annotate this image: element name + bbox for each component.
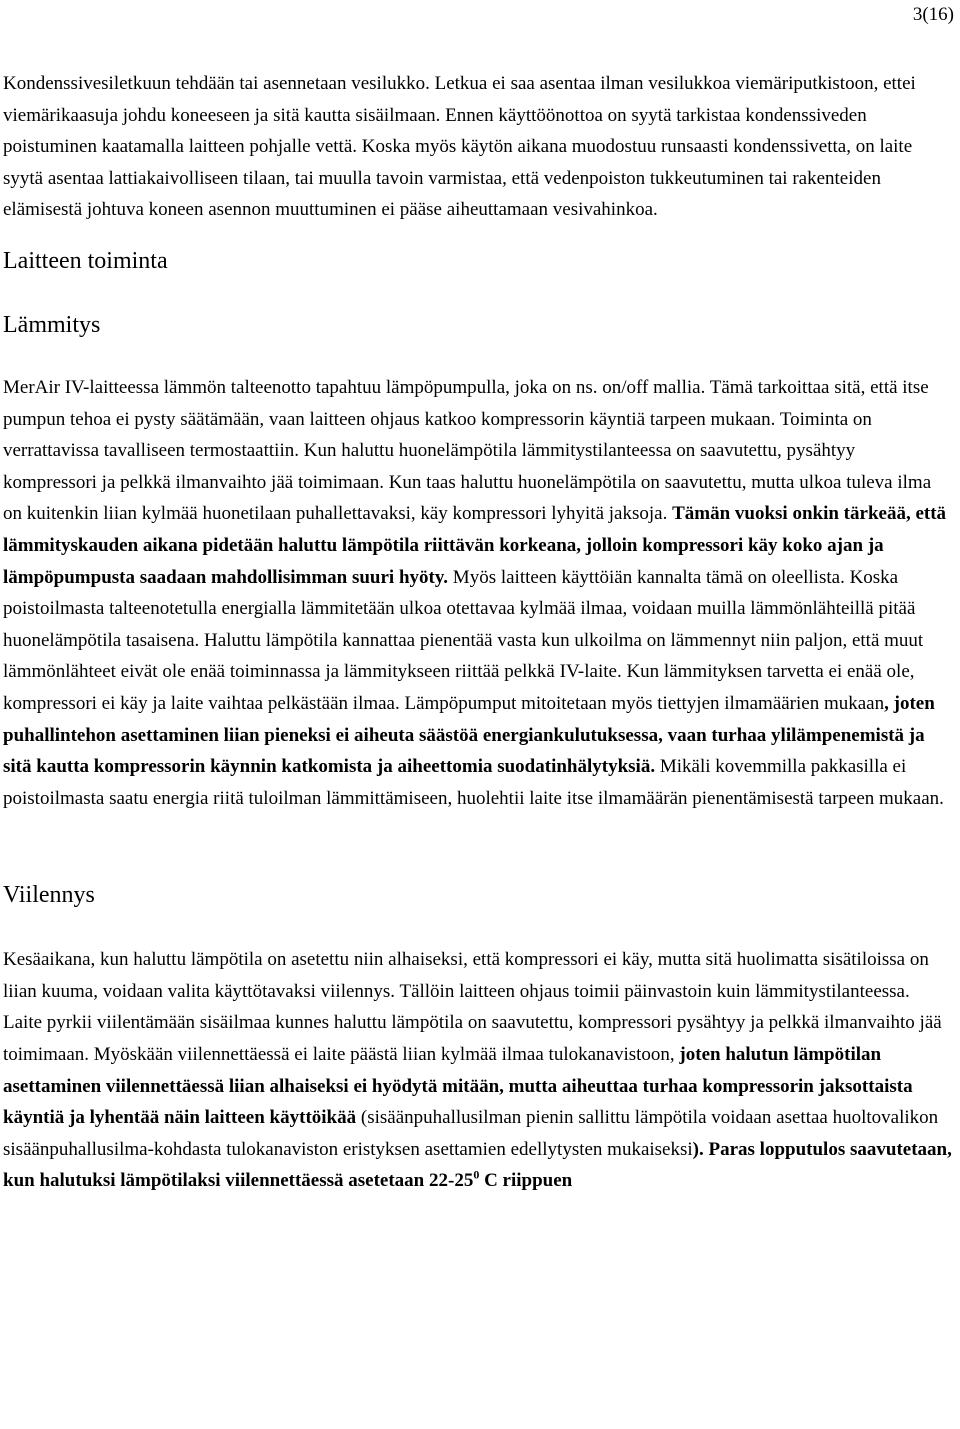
cooling-text-1: Kesäaikana, kun haluttu lämpötila on asetettu niin alhaiseksi, että kompressori ei käy, mutta sitä huolimatta sisätiloissa on liian kuuma, voidaan valita käyttötavaksi viilennys. Tällöin laitteen ohjaus toimii päinvastoin kuin lämmitystilanteessa. Laite pyrkii viilentämään sisäilmaa kunnes haluttu lämpötila on saavutettu, kompressori pysähtyy ja pelkkä ilmanvaihto jää toimimaan. Myöskään viilennettäessä ei laite päästä liian kylmää ilmaa tulokanavistoon, <box>3 949 942 1066</box>
cooling-bold-2-text: ). Paras lopputulos saavutetaan, kun halutuksi lämpötilaksi viilennettäessä asetetaan 22-25 <box>3 1138 952 1192</box>
heating-text-2: Myös laitteen käyttöiän kannalta tämä on oleellista. Koska poistoilmasta talteenotetulla energialla lämmitetään ulkoa otettavaa kylmää ilmaa, voidaan muilla lämmönlähteillä pitää huonelämpötila tasaisena. Haluttu lämpötila kannattaa pienentää vasta kun ulkoilma on lämmennyt niin paljon, että muut lämmönlähteet eivät ole enää toiminnassa ja lämmitykseen riittää pelkkä IV-laite. Kun lämmityksen tarvetta ei enää ole, kompressori ei käy ja laite vaihtaa pelkästään ilmaa. Lämpöpumput mitoitetaan myös tiettyjen ilmamäärien mukaan <box>3 566 924 714</box>
intro-paragraph: Kondenssivesiletkuun tehdään tai asennetaan vesilukko. Letkua ei saa asentaa ilman vesilukkoa viemäriputkistoon, ettei viemärikaasuja johdu koneeseen ja sitä kautta sisäilmaan. Ennen käyttöönottoa on syytä tarkistaa kondenssiveden poistuminen kaatamalla laitteen pohjalle vettä. Koska myös käytön aikana muodostuu runsaasti kondenssivetta, on laite syytä asentaa lattiakaivolliseen tilaan, tai muulla tavoin varmistaa, että vedenpoiston tukkeutuminen tai rakenteiden elämisestä johtuva koneen asennon muuttuminen ei pääse aiheuttamaan vesivahinkoa. <box>3 73 916 221</box>
heating-paragraph <box>3 372 953 814</box>
cooling-paragraph <box>3 944 953 1197</box>
cooling-bold-2-end: C riippuen <box>479 1170 573 1192</box>
page-number: 3(16) <box>912 4 954 25</box>
heating-bold-1: Tämän vuoksi onkin tärkeää, että lämmityskauden aikana pidetään haluttu lämpötila riittävän korkeana, jolloin kompressori käy koko ajan ja lämpöpumpusta saadaan mahdollisimman suuri hyöty. <box>3 503 947 588</box>
heating-text-1: MerAir IV-laitteessa lämmön talteenotto tapahtuu lämpöpumpulla, joka on ns. on/off mallia. Tämä tarkoittaa sitä, että itse pumpun tehoa ei pysty säätämään, vaan laitteen ohjaus katkoo kompressorin käyntiä tarpeen mukaan. Toiminta on verrattavissa tavalliseen termostaattiin. Kun haluttu huonelämpötila lämmitystilanteessa on saavutettu, pysähtyy kompressori ja pelkkä ilmanvaihto jää toimimaan. Kun taas haluttu huonelämpötila on saavutettu, mutta ulkoa tuleva ilma on kuitenkin liian kylmää huonetilaan puhallettavaksi, käy kompressori lyhyitä jaksoja. <box>3 376 932 525</box>
section-title: Laitteen toiminta <box>3 247 168 274</box>
cooling-heading: Viilennys <box>3 882 95 909</box>
cooling-text-2: (sisäänpuhallusilman pienin sallittu lämpötila voidaan asettaa huoltovalikon sisäänpuhallusilma-kohdasta tulokanaviston eristyksen asettamien edellytysten mukaiseksi <box>3 1107 939 1160</box>
cooling-bold-1: joten halutun lämpötilan asettaminen viilennettäessä liian alhaiseksi ei hyödytä mitään, mutta aiheuttaa turhaa kompressorin jaksottaista käyntiä ja lyhentää näin laitteen käyttöikää <box>3 1044 913 1129</box>
degree-superscript: 0 <box>473 1168 480 1183</box>
heating-text-3: Mikäli kovemmilla pakkasilla ei poistoilmasta saatu energia riitä tuloilman lämmittämiseen, huolehtii laite itse ilmamäärän pienentämisestä tarpeen mukaan. <box>3 756 944 809</box>
heating-bold-2: , joten puhallintehon asettaminen liian pieneksi ei aiheuta säästöä energiankulutuksessa, vaan turhaa ylilämpenemistä ja sitä kautta kompressorin käynnin katkomista ja aiheettomia suodatinhälytyksiä. <box>3 692 935 778</box>
heating-heading: Lämmitys <box>3 311 101 338</box>
document-body <box>3 68 953 1197</box>
